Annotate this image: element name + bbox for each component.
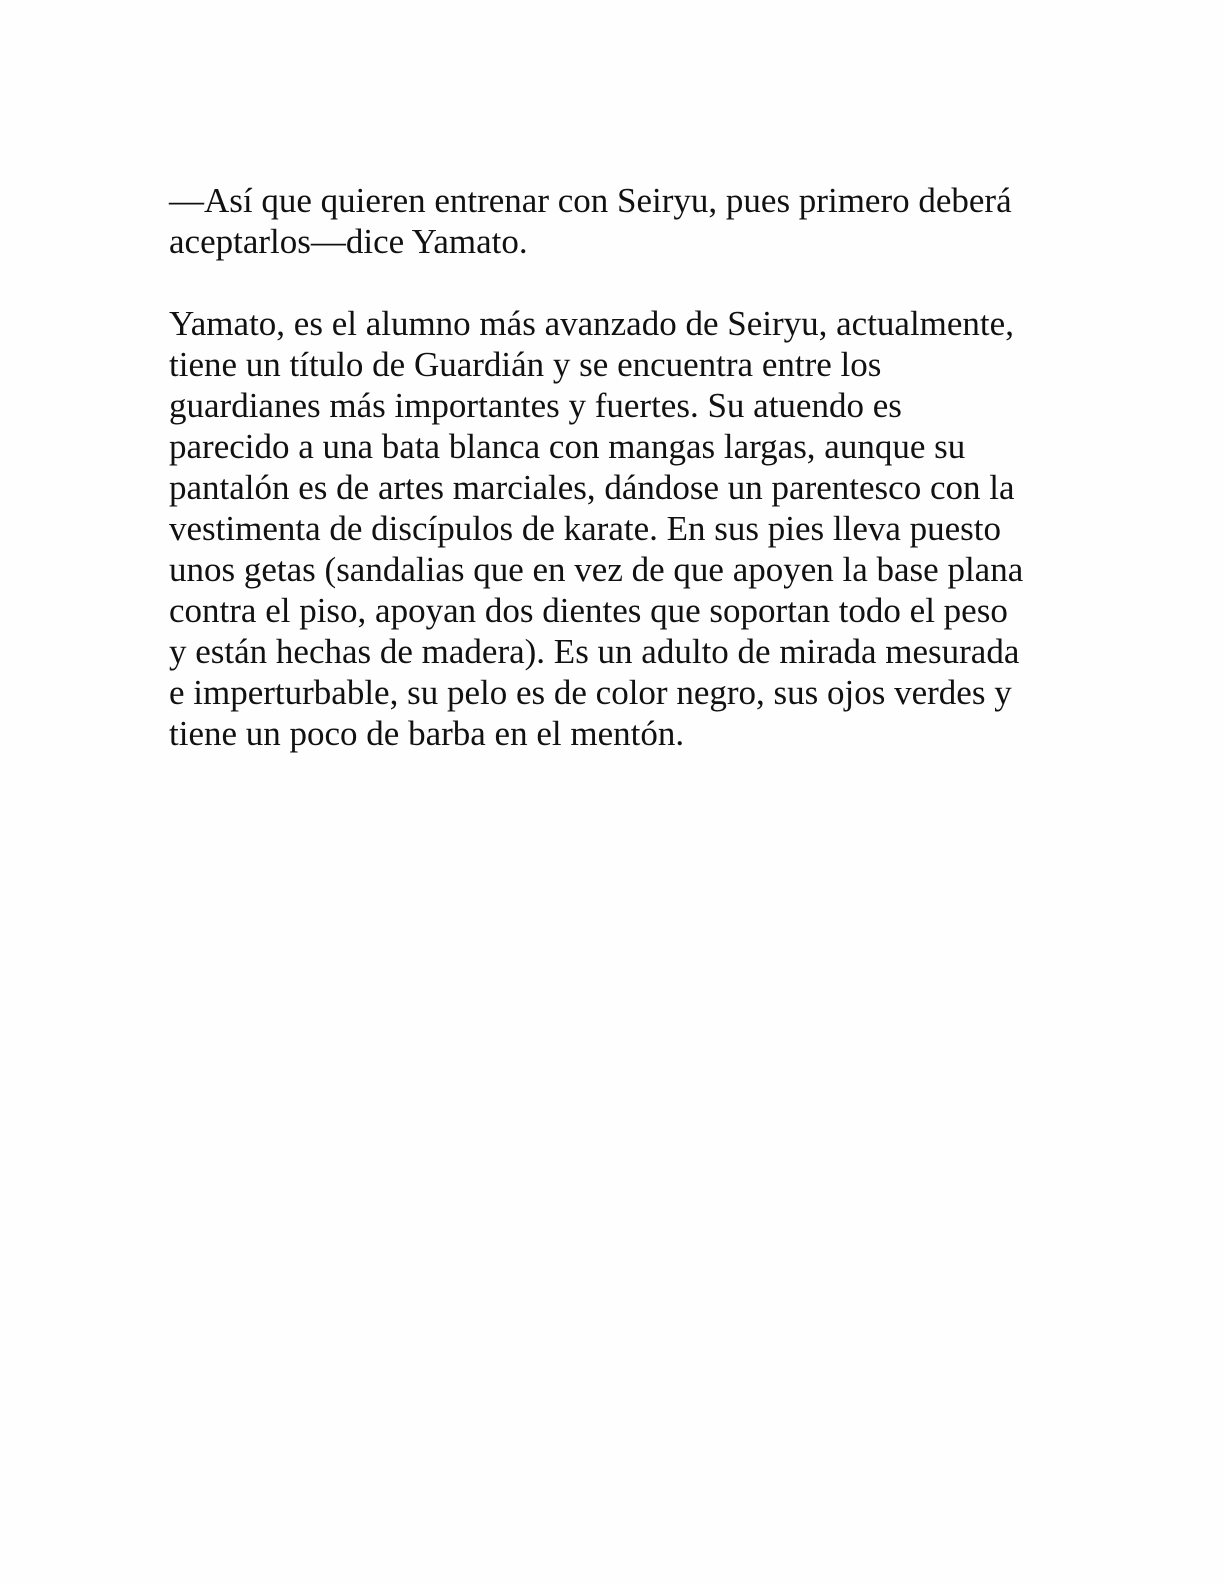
text-line: e imperturbable, su pelo es de color negro, sus ojos verdes y xyxy=(169,673,1012,712)
text-line: unos getas (sandalias que en vez de que apoyen la base plana xyxy=(169,550,1024,589)
paragraph-dialogue xyxy=(169,180,1069,262)
text-line: contra el piso, apoyan dos dientes que soportan todo el peso xyxy=(169,591,1008,630)
text-line: y están hechas de madera). Es un adulto de mirada mesurada xyxy=(169,632,1020,671)
text-line: tiene un título de Guardián y se encuentra entre los xyxy=(169,345,882,384)
text-line: —Así que quieren entrenar con Seiryu, pues primero deberá xyxy=(169,181,1012,220)
text-line: tiene un poco de barba en el mentón. xyxy=(169,714,685,753)
text-line: guardianes más importantes y fuertes. Su atuendo es xyxy=(169,386,902,425)
text-line: vestimenta de discípulos de karate. En sus pies lleva puesto xyxy=(169,509,1002,548)
body-text xyxy=(169,180,1069,754)
text-line: Yamato, es el alumno más avanzado de Seiryu, actualmente, xyxy=(169,304,1014,343)
paragraph-description xyxy=(169,303,1069,754)
text-line: pantalón es de artes marciales, dándose un parentesco con la xyxy=(169,468,1015,507)
text-line: parecido a una bata blanca con mangas largas, aunque su xyxy=(169,427,966,466)
text-line: aceptarlos—dice Yamato. xyxy=(169,222,528,261)
